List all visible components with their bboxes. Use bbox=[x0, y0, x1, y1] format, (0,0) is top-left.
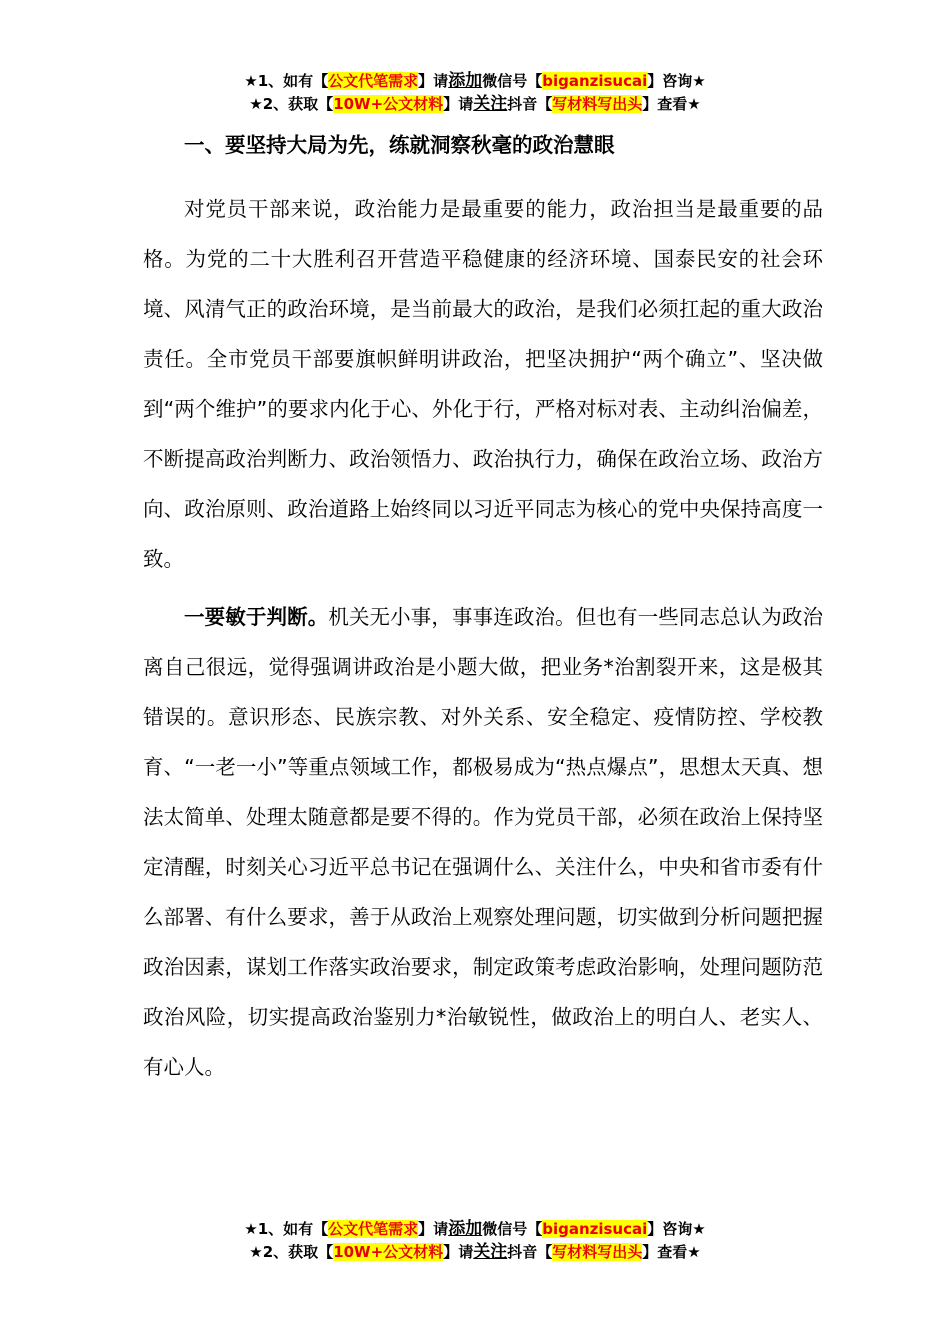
emphasis-follow: 关注 bbox=[473, 94, 508, 114]
banner-text: 微信号【 bbox=[482, 1220, 543, 1238]
paragraph-body: 机关无小事，事事连政治。但也有一些同志总认为政治离自己很远，觉得强调讲政治是小题大做，把业务*治割裂开来，这是极其错误的。意识形态、民族宗教、对外关系、安全稳定、疫情防控、学校教育、“一老一小”等重点领域工作，都极易成为“热点爆点”，思想太天真、想法太简单、处理太随意都是要不得的。作为党员干部，必须在政治上保持坚定清醒，时刻关心习近平总书记在强调什么、关注什么，中央和省市委有什么部署、有什么要求，善于从政治上观察处理问题，切实做到分析问题把握政治因素，谋划工作落实政治要求，制定政策考虑政治影响，处理问题防范政治风险，切实提高政治鉴别力*治敏锐性，做政治上的明白人、老实人、有心人。 bbox=[143, 605, 824, 1079]
banner-text: 】查看★ bbox=[642, 95, 701, 113]
body-paragraph-2 bbox=[143, 592, 823, 1092]
highlight-materials: 10W+公文材料 bbox=[333, 1243, 444, 1261]
paragraph-text bbox=[143, 592, 823, 1092]
banner-text: 】咨询★ bbox=[647, 1220, 706, 1238]
highlight-materials: 10W+公文材料 bbox=[333, 95, 444, 113]
banner-line-1 bbox=[0, 1218, 950, 1241]
highlight-wechat-id: biganzisucai bbox=[542, 1220, 648, 1238]
highlight-service: 公文代笔需求 bbox=[328, 1220, 419, 1238]
banner-text: 】请 bbox=[443, 1243, 474, 1261]
banner-text: ★2、获取【 bbox=[249, 95, 334, 113]
banner-line-2 bbox=[0, 1241, 950, 1264]
banner-line-1 bbox=[0, 70, 950, 93]
emphasis-add: 添加 bbox=[448, 1219, 483, 1239]
body-paragraph-1 bbox=[143, 184, 823, 584]
paragraph-text: 对党员干部来说，政治能力是最重要的能力，政治担当是最重要的品格。为党的二十大胜利召开营造平稳健康的经济环境、国泰民安的社会环境、风清气正的政治环境，是当前最大的政治，是我们必须扛起的重大政治责任。全市党员干部要旗帜鲜明讲政治，把坚决拥护“两个确立”、坚决做到“两个维护”的要求内化于心、外化于行，严格对标对表、主动纠治偏差，不断提高政治判断力、政治领悟力、政治执行力，确保在政治立场、政治方向、政治原则、政治道路上始终同以习近平同志为核心的党中央保持高度一致。 bbox=[143, 197, 823, 571]
banner-text: 】请 bbox=[418, 72, 449, 90]
banner-text: 抖音【 bbox=[507, 95, 553, 113]
emphasis-follow: 关注 bbox=[473, 1242, 508, 1262]
header-banner bbox=[0, 70, 950, 116]
highlight-service: 公文代笔需求 bbox=[328, 72, 419, 90]
banner-text: ★1、如有【 bbox=[244, 1220, 329, 1238]
banner-text: 】请 bbox=[418, 1220, 449, 1238]
banner-text: ★1、如有【 bbox=[244, 72, 329, 90]
banner-text: 抖音【 bbox=[507, 1243, 553, 1261]
highlight-wechat-id: biganzisucai bbox=[542, 72, 648, 90]
banner-text: 】请 bbox=[443, 95, 474, 113]
highlight-douyin-id: 写材料写出头 bbox=[552, 1243, 643, 1261]
section-heading: 一、要坚持大局为先，练就洞察秋毫的政治慧眼 bbox=[184, 133, 615, 157]
banner-text: 】查看★ bbox=[642, 1243, 701, 1261]
paragraph-lead: 一要敏于判断。 bbox=[184, 605, 329, 629]
highlight-douyin-id: 写材料写出头 bbox=[552, 95, 643, 113]
banner-line-2 bbox=[0, 93, 950, 116]
banner-text: 微信号【 bbox=[482, 72, 543, 90]
banner-text: 】咨询★ bbox=[647, 72, 706, 90]
emphasis-add: 添加 bbox=[448, 71, 483, 91]
footer-banner bbox=[0, 1218, 950, 1264]
banner-text: ★2、获取【 bbox=[249, 1243, 334, 1261]
